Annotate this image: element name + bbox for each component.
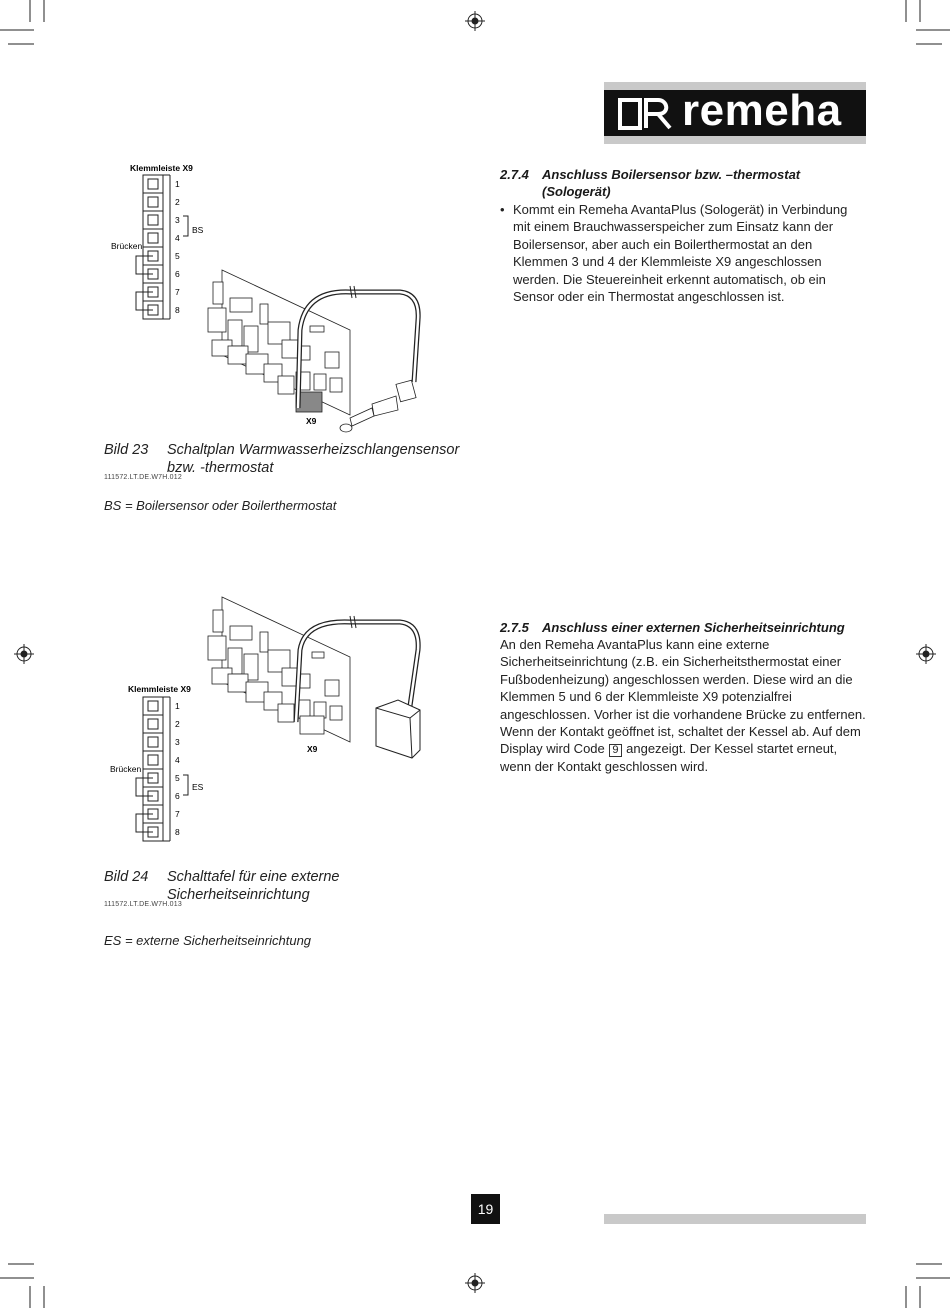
section-275-text-after-code: angezeigt. Der Kessel startet erneut, wenn der Kontakt geschlossen wird. bbox=[500, 741, 838, 774]
brand-name: remeha bbox=[682, 86, 842, 135]
fig24-connector-label: X9 bbox=[307, 744, 318, 754]
fig23-terminal-number: 4 bbox=[175, 233, 180, 243]
fig24-terminal-number: 1 bbox=[175, 701, 180, 711]
section-274-title-line2: (Sologerät) bbox=[542, 184, 611, 199]
fig23-terminal-number: 8 bbox=[175, 305, 180, 315]
fig23-caption-line2: bzw. -thermostat bbox=[167, 460, 274, 476]
section-275-number: 2.7.5 bbox=[500, 620, 529, 635]
section-275-text-before-code: An den Remeha AvantaPlus kann eine externe Sicherheitseinrichtung (z.B. ein Sicherheitsthermostat einer Fußbodenheizung) angeschlossen werden. Diese wird an die Klemmen 5 und 6 der Klemmleiste X9 potenzialfrei angeschlossen. Vorher ist die vorhandene Brücke zu entfernen. Wenn der Kontakt geöffnet ist, schaltet der Kessel ab. Auf dem Display wird Code bbox=[500, 637, 866, 757]
fig23-connector-label: X9 bbox=[306, 416, 317, 426]
fig24-terminal-number: 7 bbox=[175, 809, 180, 819]
section-275 bbox=[500, 619, 866, 775]
fig23-terminal-number: 2 bbox=[175, 197, 180, 207]
fig23-bracket-label: BS bbox=[192, 225, 204, 235]
fig24-terminal-number: 8 bbox=[175, 827, 180, 837]
fig23-terminal-number: 6 bbox=[175, 269, 180, 279]
fig24-terminal-3 bbox=[148, 737, 158, 747]
fig23-caption-number: Bild 23 bbox=[104, 442, 149, 458]
section-274-number: 2.7.4 bbox=[500, 167, 529, 182]
bullet-icon: • bbox=[500, 202, 505, 217]
fig23-caption-line1: Schaltplan Warmwasserheizschlangensensor bbox=[167, 442, 460, 458]
section-275-title: Anschluss einer externen Sicherheitseinrichtung bbox=[542, 620, 845, 635]
fig24-terminal-1 bbox=[148, 701, 158, 711]
fig24-legend: ES = externe Sicherheitseinrichtung bbox=[104, 933, 312, 948]
fig24-terminal-4 bbox=[148, 755, 158, 765]
fig23-legend: BS = Boilersensor oder Boilerthermostat bbox=[104, 498, 337, 513]
fig23-terminal-number: 1 bbox=[175, 179, 180, 189]
fig24-terminal-title: Klemmleiste X9 bbox=[128, 684, 191, 694]
footer-bar bbox=[604, 1214, 866, 1224]
fig23-terminal-title: Klemmleiste X9 bbox=[130, 163, 193, 173]
fig24-code: 111572.LT.DE.W7H.013 bbox=[104, 901, 182, 908]
fig23-terminal-number: 7 bbox=[175, 287, 180, 297]
page-number: 19 bbox=[471, 1194, 500, 1224]
fig24-bridge-label: Brücken bbox=[110, 764, 142, 774]
fig24-terminal-2 bbox=[148, 719, 158, 729]
fig24-terminal-number: 3 bbox=[175, 737, 180, 747]
fig24-safety-device bbox=[376, 700, 420, 758]
fig23-bridge-label: Brücken bbox=[111, 241, 143, 251]
fig24-pcb bbox=[208, 597, 350, 742]
fig24-terminal-number: 5 bbox=[175, 773, 180, 783]
error-code-display: 9 bbox=[609, 744, 621, 757]
fig23-code: 111572.LT.DE.W7H.012 bbox=[104, 474, 182, 481]
fig24-caption-line2: Sicherheitseinrichtung bbox=[167, 887, 310, 903]
fig24-terminal-number: 6 bbox=[175, 791, 180, 801]
fig24-terminal-number: 4 bbox=[175, 755, 180, 765]
fig23-terminal-number: 3 bbox=[175, 215, 180, 225]
fig24-caption-line1: Schalttafel für eine externe bbox=[167, 869, 340, 885]
section-275-heading bbox=[500, 619, 866, 636]
fig23-terminal-number: 5 bbox=[175, 251, 180, 261]
fig24-terminal-number: 2 bbox=[175, 719, 180, 729]
fig24-caption-number: Bild 24 bbox=[104, 869, 149, 885]
fig24-bracket-label: ES bbox=[192, 782, 204, 792]
section-274-title-line1: Anschluss Boilersensor bzw. –thermostat bbox=[542, 167, 801, 182]
section-275-paragraph bbox=[500, 636, 866, 775]
section-274-paragraph: Kommt ein Remeha AvantaPlus (Sologerät) in Verbindung mit einem Brauchwasserspeicher zum Einsatz kann der Boilersensor, aber auch ein Boilerthermostat an den Klemmen 3 und 4 der Klemmleiste X9 angeschlossen werden. Die Steuereinheit erkennt automatisch, ob ein Sensor oder ein Thermostat angeschlossen ist. bbox=[513, 202, 848, 305]
